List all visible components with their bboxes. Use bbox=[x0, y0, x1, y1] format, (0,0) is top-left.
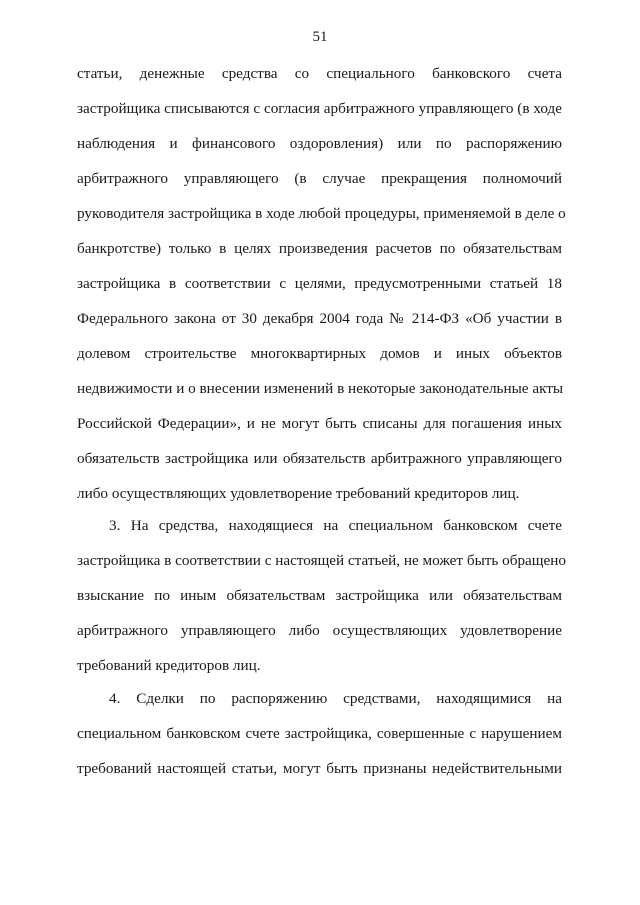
paragraph-2 bbox=[77, 516, 566, 691]
text-line: специальном банковском счете застройщика, совершенные с нарушением bbox=[77, 725, 562, 742]
text-line: недвижимости и о внесении изменений в некоторые законодательные акты bbox=[77, 380, 564, 397]
text-line: арбитражного управляющего (в случае прекращения полномочий bbox=[77, 170, 562, 187]
text-line: требований настоящей статьи, могут быть признаны недействительными bbox=[77, 760, 562, 777]
text-line: арбитражного управляющего либо осуществляющих удовлетворение bbox=[77, 622, 562, 639]
text-line: банкротстве) только в целях произведения расчетов по обязательствам bbox=[77, 240, 562, 257]
text-line: Федерального закона от 30 декабря 2004 года № 214-ФЗ «Об участии в bbox=[77, 310, 562, 327]
text-line: застройщика в соответствии с настоящей статьей, не может быть обращено bbox=[77, 552, 566, 569]
paragraph-3 bbox=[77, 689, 562, 794]
text-line: Российской Федерации», и не могут быть списаны для погашения иных bbox=[77, 415, 562, 432]
text-line: застройщика в соответствии с целями, предусмотренными статьей 18 bbox=[77, 275, 562, 292]
text-line: наблюдения и финансового оздоровления) или по распоряжению bbox=[77, 135, 562, 152]
text-line: взыскание по иным обязательствам застройщика или обязательствам bbox=[77, 587, 562, 604]
text-line: 3. На средства, находящиеся на специальном банковском счете bbox=[109, 517, 562, 534]
text-line: требований кредиторов лиц. bbox=[77, 657, 261, 674]
text-line: статьи, денежные средства со специального банковского счета bbox=[77, 65, 562, 82]
text-line: долевом строительстве многоквартирных домов и иных объектов bbox=[77, 345, 562, 362]
text-line: обязательств застройщика или обязательств арбитражного управляющего bbox=[77, 450, 562, 467]
page-number: 51 bbox=[312, 29, 328, 45]
text-line: либо осуществляющих удовлетворение требований кредиторов лиц. bbox=[77, 485, 520, 502]
text-line: 4. Сделки по распоряжению средствами, находящимися на bbox=[109, 690, 562, 707]
text-line: руководителя застройщика в ходе любой процедуры, применяемой в деле о bbox=[77, 205, 566, 222]
paragraph-1 bbox=[77, 64, 566, 519]
text-line: застройщика списываются с согласия арбитражного управляющего (в ходе bbox=[77, 100, 562, 117]
